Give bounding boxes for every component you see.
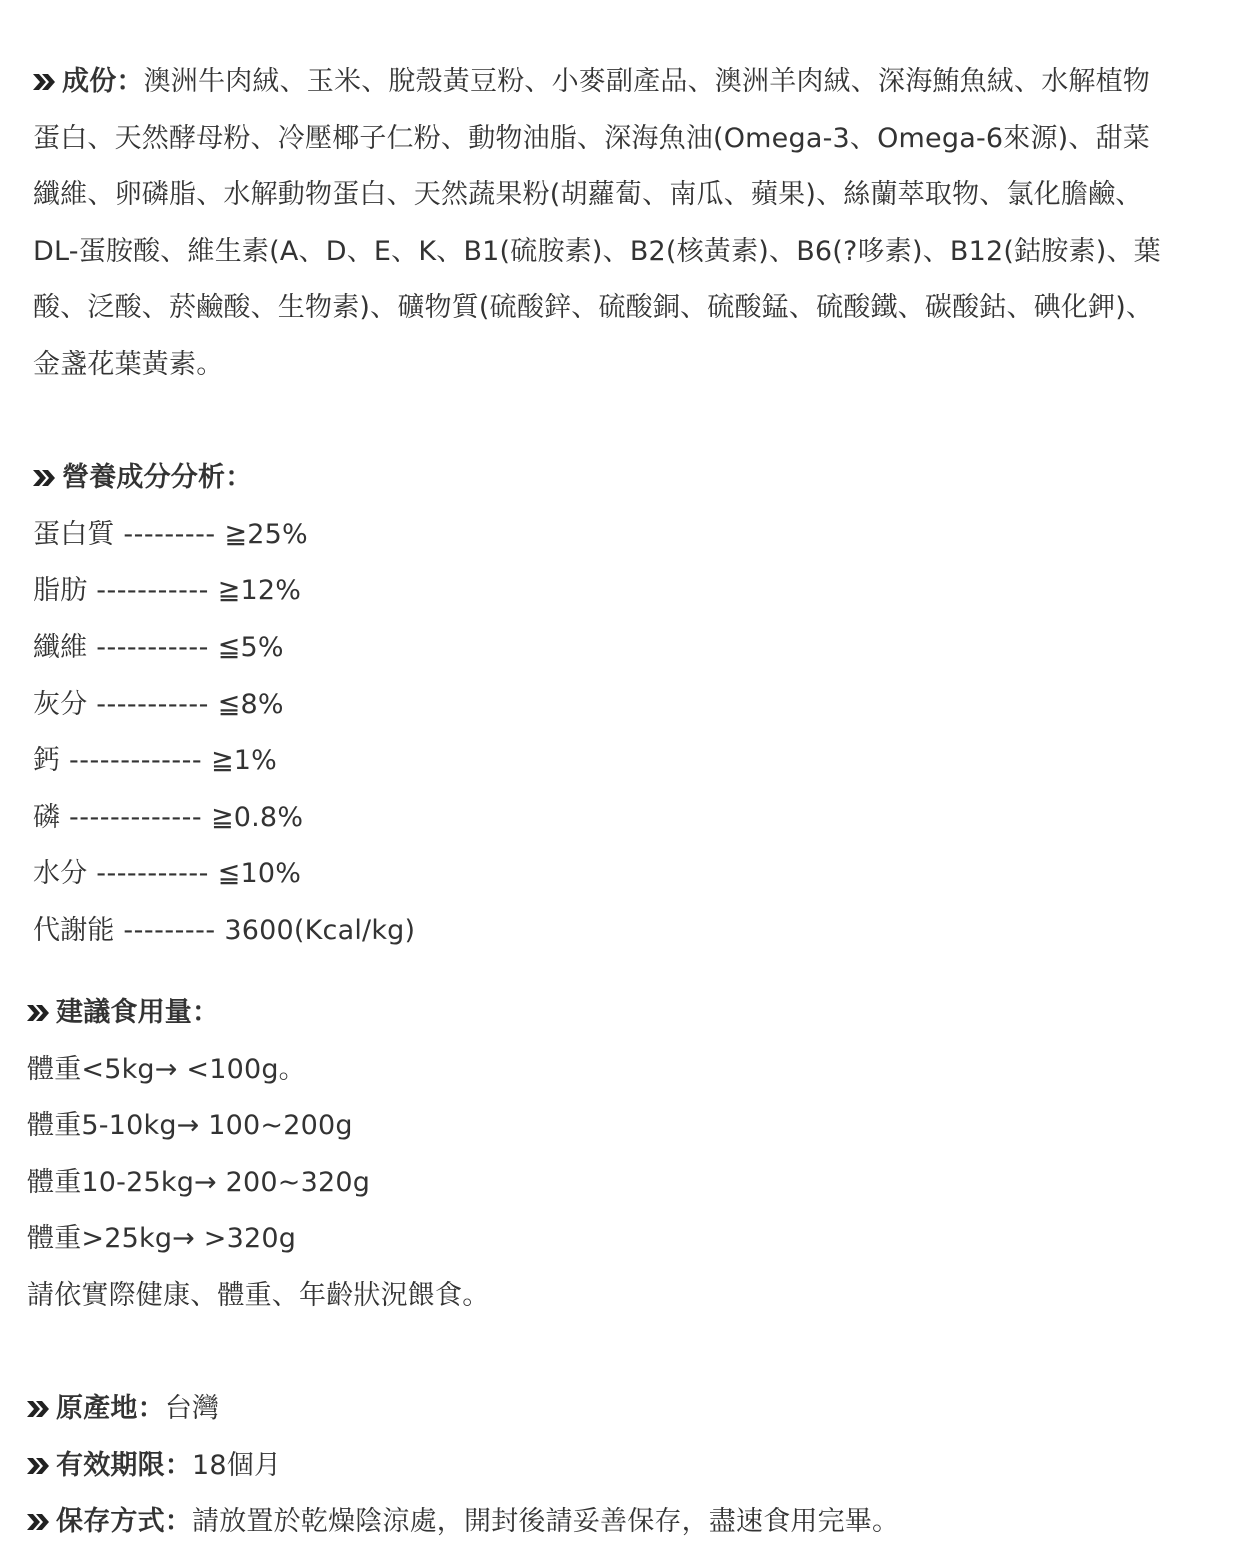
expiry-value: 18個月 [192, 1450, 282, 1481]
double-arrow-bullet-icon [27, 1003, 53, 1023]
nutrition-row-phosphorus [33, 790, 303, 846]
nutrition-row-energy [33, 903, 415, 959]
nutrient-value: ≦10% [217, 858, 302, 889]
nutrient-value: ≦8% [217, 689, 284, 720]
nutrient-value: ≦5% [217, 632, 284, 663]
nutrient-dashes: ----------- [96, 689, 209, 720]
feeding-note: 請依實際健康、體重、年齡狀況餵食。 [27, 1280, 490, 1311]
storage-value: 請放置於乾燥陰涼處，開封後請妥善保存，盡速食用完畢。 [192, 1506, 900, 1537]
feeding-line-2: 體重5-10kg→ 100~200g [27, 1110, 353, 1141]
nutrient-dashes: --------- [123, 519, 216, 550]
nutrient-name: 磷 [33, 802, 61, 833]
nutrient-dashes: ------------- [69, 745, 203, 776]
nutrient-name: 代謝能 [33, 915, 115, 946]
nutrient-dashes: ----------- [96, 858, 209, 889]
origin-value: 台灣 [164, 1393, 220, 1424]
expiry-label: 有效期限： [56, 1450, 192, 1481]
nutrition-row-fiber [33, 620, 284, 676]
nutrition-row-moisture [33, 846, 301, 902]
double-arrow-bullet-icon [33, 468, 59, 488]
nutrient-value: 3600(Kcal/kg) [224, 915, 416, 946]
ingredients-label: 成份： [62, 66, 144, 97]
ingredients-text: 澳洲牛肉絨、玉米、脫殼黃豆粉、小麥副產品、澳洲羊肉絨、深海鮪魚絨、水解植物 [143, 66, 1151, 97]
nutrient-dashes: ----------- [96, 632, 209, 663]
feeding-label: 建議食用量： [56, 997, 220, 1028]
origin-label: 原產地： [56, 1393, 165, 1424]
double-arrow-bullet-icon [27, 1399, 53, 1419]
nutrient-value: ≧1% [210, 745, 278, 776]
nutrition-label: 營養成分分析： [62, 462, 253, 493]
ingredients-line-4: DL-蛋胺酸、維生素(A、D、E、K、B1(硫胺素)、B2(核黃素)、B6(?哆素)、B12(鈷胺素)、葉 [33, 236, 1161, 267]
nutrition-heading [33, 450, 252, 506]
nutrient-name: 水分 [33, 858, 88, 889]
ingredients-line-3: 纖維、卵磷脂、水解動物蛋白、天然蔬果粉(胡蘿蔔、南瓜、蘋果)、絲蘭萃取物、氯化膽鹼、 [33, 179, 1143, 210]
expiry-line [27, 1438, 281, 1494]
nutrition-row-protein [33, 507, 308, 563]
nutrition-row-fat [33, 563, 301, 619]
ingredients-line-5: 酸、泛酸、菸鹼酸、生物素)、礦物質(硫酸鋅、硫酸銅、硫酸錳、硫酸鐵、碳酸鈷、碘化鉀)、 [33, 292, 1154, 323]
feeding-line-4: 體重>25kg→ >320g [27, 1223, 297, 1254]
nutrient-value: ≧25% [224, 519, 308, 550]
double-arrow-bullet-icon [27, 1512, 53, 1532]
nutrient-value: ≧12% [217, 575, 302, 606]
storage-label: 保存方式： [56, 1506, 192, 1537]
double-arrow-bullet-icon [27, 1456, 53, 1476]
nutrition-row-ash [33, 677, 284, 733]
ingredients-line-2: 蛋白、天然酵母粉、冷壓椰子仁粉、動物油脂、深海魚油(Omega-3、Omega-6來源)、甜菜 [33, 123, 1151, 154]
nutrient-name: 脂肪 [33, 575, 88, 606]
nutrient-dashes: --------- [123, 915, 216, 946]
nutrient-name: 蛋白質 [33, 519, 115, 550]
storage-line [27, 1494, 899, 1550]
feeding-line-3: 體重10-25kg→ 200~320g [27, 1167, 371, 1198]
nutrient-name: 纖維 [33, 632, 88, 663]
origin-line [27, 1381, 219, 1437]
ingredients-line-1 [33, 54, 1150, 110]
nutrient-dashes: ----------- [96, 575, 209, 606]
nutrition-row-calcium [33, 733, 277, 789]
nutrient-name: 鈣 [33, 745, 61, 776]
feeding-line-1: 體重<5kg→ <100g。 [27, 1054, 306, 1085]
nutrient-dashes: ------------- [69, 802, 203, 833]
nutrient-name: 灰分 [33, 689, 88, 720]
ingredients-line-6: 金盞花葉黃素。 [33, 349, 224, 380]
feeding-heading [27, 985, 219, 1041]
double-arrow-bullet-icon [33, 72, 59, 92]
nutrient-value: ≧0.8% [210, 802, 304, 833]
